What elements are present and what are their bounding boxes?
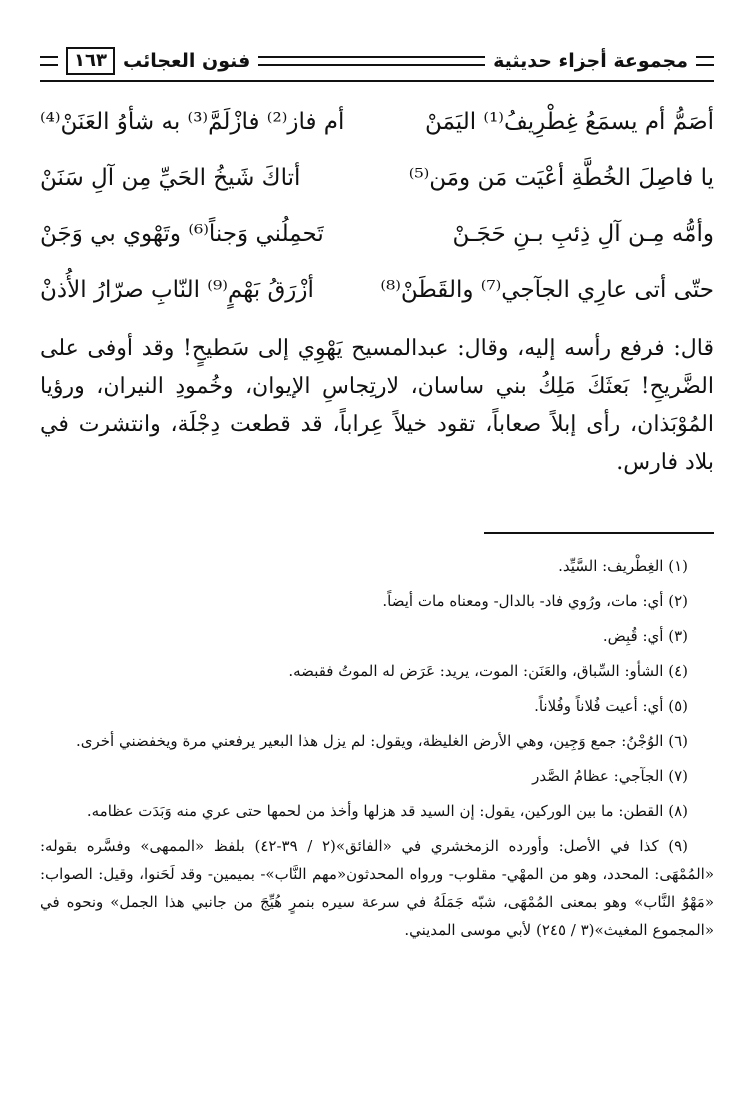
poem-verse (40, 262, 714, 318)
header-underline (40, 80, 714, 82)
footnote: (٥) أي: أعيت فُلاناً وفُلاناً. (534, 697, 688, 715)
verse-first-half: أصَمُّ أم يسمَعُ غِطْرِيفُ⁽¹⁾ اليَمَنْ (424, 109, 714, 135)
header-rule-middle (258, 56, 485, 66)
body-paragraph: قال: فرفع رأسه إليه، وقال: عبدالمسيح يَهْوِي إلى سَطيحٍ! وقد أوفى على الضَّريحِ! بَعثَكَ مَلِكُ بني ساسان، لارتِجاسِ الإيوان، وخُمودِ النيران، ورؤيا المُوْبَذان، رأى إبلاً صعاباً، تقود خيلاً عِراباً، قد قطعت دِجْلَة، وانتشرت في بلاد فارس. (40, 336, 714, 475)
book-page (40, 38, 714, 1076)
verse-first-half: حتّى أتى عارِي الجآجي⁽⁷⁾ والقَطَنْ⁽⁸⁾ (380, 277, 714, 303)
poem-verse (40, 94, 714, 150)
footnote: (٧) الجآجي: عظامُ الصَّدر (532, 767, 688, 785)
verse-second-half: أزْرَقُ بَهْمٍ⁽⁹⁾ النّابِ صرّارُ الأُذنْ (40, 277, 314, 303)
footnote: (٦) الوُجْنُ: جمع وَجِين، وهي الأرض الغليظة، ويقول: لم يزل هذا البعير يرفعني مرة ويخفضني أخرى. (75, 732, 688, 750)
verse-first-half: وأمُّه مِـن آلِ ذِئبِ بـنِ حَجَـنْ (452, 221, 714, 247)
footnote: (٩) كذا في الأصل: وأورده الزمخشري في «الفائق»(٢ / ٣٩-٤٢) بلفظ «الممهى» وفسَّره بقوله: «المُمْهَى: المحدد، وهو من المهْي- مقلوب- ورواه المحدثون«مهم النَّاب»- بميمين- وقد لَحَنوا، وقيل: الصواب: «مَهْوُ النَّاب» وهو بمعنى المُمْهَى، شبّه جَمَلَهُ في سرعة سيره بنمرٍ هُيِّجَ من جانبي هذا الجمل» ونحوه في «المجموع المغيث»(٣ / ٢٤٥) لأبي موسى المديني. (40, 837, 714, 939)
section-title: فنون العجائب (122, 50, 251, 72)
footnote: (١) الغِطْريف: السَّيِّد. (558, 557, 688, 575)
poem (40, 94, 714, 318)
header-rule-left (40, 56, 58, 66)
verse-first-half: يا فاصِلَ الخُطَّةِ أعْيَت مَن ومَن⁽⁵⁾ (408, 165, 714, 191)
footnote: (٢) أي: مات، ورُوي فاد- بالدال- ومعناه مات أيضاً. (382, 592, 688, 610)
footnotes (40, 552, 714, 944)
footnote: (٤) الشأو: السِّباق، والعَنَن: الموت، يريد: عَرَض له الموتُ فقبضه. (288, 662, 688, 680)
poem-verse (40, 150, 714, 206)
verse-second-half: أم فاز⁽²⁾ فازْلَمَّ⁽³⁾ به شأوُ العَنَنْ⁽⁴⁾ (40, 109, 345, 135)
footnote-divider (484, 532, 714, 534)
footnote: (٨) القطن: ما بين الوركين، يقول: إن السيد قد هزلها وأخذ من لحمها حتى عري منه وَبَدَت عظامه. (86, 802, 688, 820)
verse-second-half: أتاكَ شَيخُ الحَيِّ مِن آلِ سَنَنْ (40, 165, 301, 191)
verse-second-half: تَحمِلُني وَجناً⁽⁶⁾ وتَهْوي بي وَجَنْ (40, 221, 324, 247)
page-header (40, 38, 714, 84)
book-title: مجموعة أجزاء حديثية (493, 50, 688, 72)
header-rule-right (696, 56, 714, 66)
poem-verse (40, 206, 714, 262)
footnote: (٣) أي: قُبِض. (602, 627, 688, 645)
page-number: ١٦٣ (66, 47, 115, 75)
